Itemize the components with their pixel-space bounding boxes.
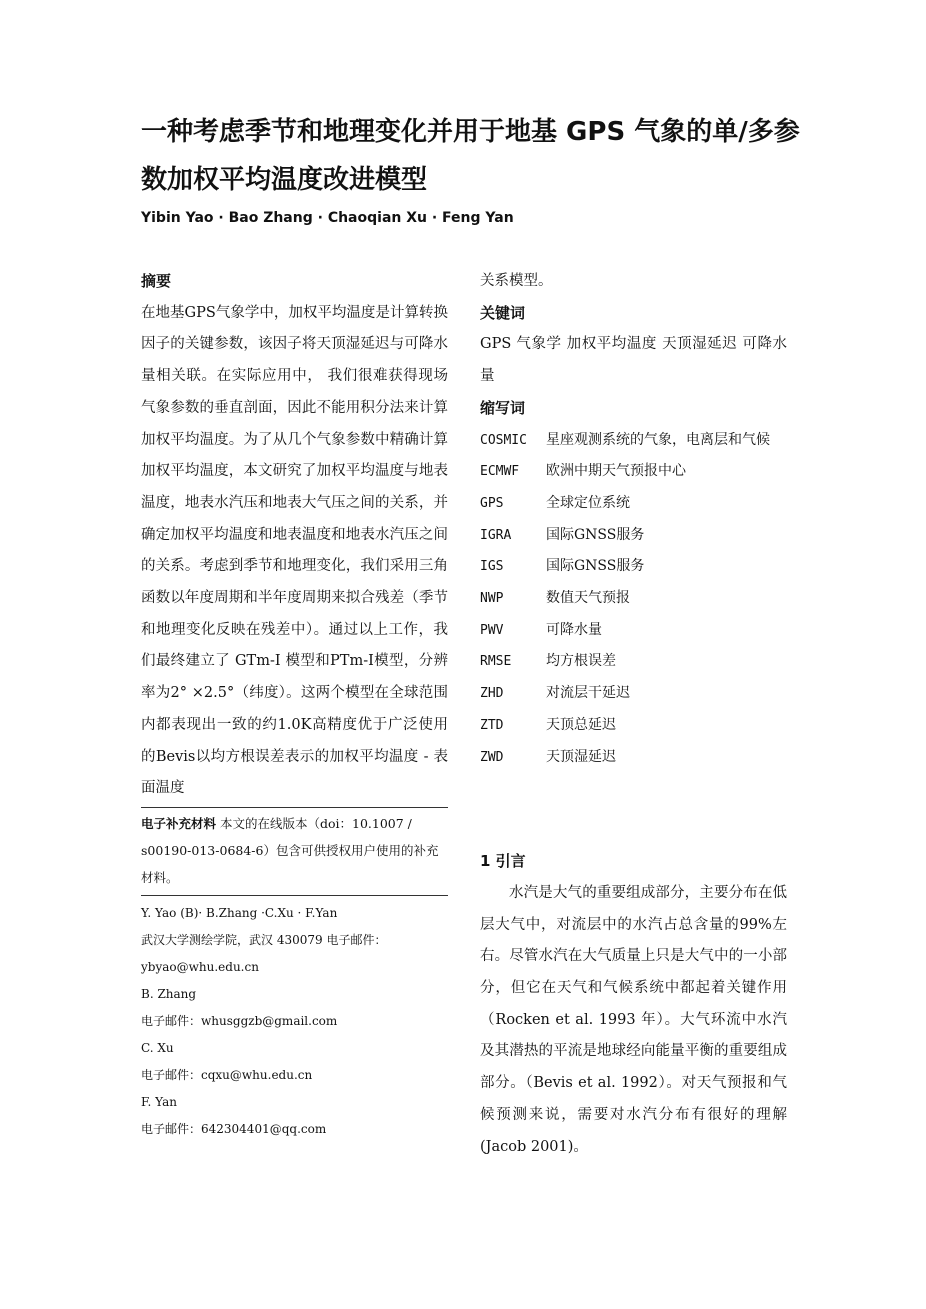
affiliation-line: 电子邮件：whusggzb@gmail.com [141,1013,338,1028]
keywords-text: GPS 气象学 加权平均温度 天顶湿延迟 可降水量 [480,336,787,385]
abstract-text: 在地基GPS气象学中，加权平均温度是计算转换因子的关键参数，该因子将天顶湿延迟与可降水量相关联。在实际应用中， 我们很难获得现场气象参数的垂直剖面，因此不能用积分法来计算加权平均温度。为了从几个气象参数中精确计算加权平均温度，本文研究了加权平均温度与地表温度，地表水汽压和地表大气压之间的关系，并确定加权平均温度和地表温度和地表水汽压之间的关系。考虑到季节和地理变化，我们采用三角函数以年度周期和半年度周期来拟合残差（季节和地理变化反映在残差中）。通过以上工作，我们最终建立了 GTm-I 模型和PTm-I模型，分辨率为2° ×2.5°（纬度）。这两个模型在全球范围内都表现出一致的约1.0K高精度优于广泛使用的Bevis以均方根误差表示的加权平均温度 - 表面温度 [141,304,448,797]
abbreviation-row [480,520,787,552]
supplementary-note [141,807,448,896]
abbreviation-row [480,615,787,647]
affiliation-line: B. Zhang [141,986,197,1001]
introduction-heading: 1 引言 [480,852,526,871]
abbreviation-term: IGS [480,559,504,575]
abbreviation-definition: 星座观测系统的气象，电离层和气候 [546,431,770,448]
abbreviation-term: COSMIC [480,432,527,448]
abbreviation-row [480,678,787,710]
abbreviation-definition: 均方根误差 [546,653,616,670]
abbreviation-row [480,646,787,678]
abbreviation-row [480,583,787,615]
abbreviation-definition: 可降水量 [546,621,602,638]
abbreviation-term: GPS [480,495,504,511]
abbreviation-row [480,488,787,520]
abbreviation-definition: 欧洲中期天气预报中心 [546,463,686,480]
affiliation-line: 电子邮件：642304401@qq.com [141,1121,327,1136]
abbreviation-definition: 天顶总延迟 [546,716,616,733]
abbreviation-term: PWV [480,622,504,638]
abbreviation-row [480,710,787,742]
paper-title: 一种考虑季节和地理变化并用于地基 GPS 气象的单/多参数加权平均温度改进模型 [141,117,800,195]
supplementary-label: 电子补充材料 [141,815,217,831]
affiliation-line: 电子邮件：cqxu@whu.edu.cn [141,1067,313,1082]
abbreviation-definition: 全球定位系统 [546,494,630,511]
abbreviation-definition: 数值天气预报 [546,590,630,607]
left-column [141,266,448,1143]
abbreviation-row [480,551,787,583]
abbreviation-definition: 天顶湿延迟 [546,748,616,765]
affiliation-line: 武汉大学测绘学院，武汉 430079 电子邮件：ybyao@whu.edu.cn [141,932,387,974]
abbreviation-term: ZHD [480,686,504,702]
abstract-continuation: 关系模型。 [480,273,553,289]
abbreviation-term: ECMWF [480,464,520,480]
abbreviation-row [480,742,787,774]
abbreviation-list [480,425,787,774]
abbreviation-row [480,456,787,488]
supplementary-text: 本文的在线版本（doi：10.1007 / s00190-013-0684-6）包含可供授权用户使用的补充材料。 [141,815,439,885]
right-column [480,266,787,1163]
abbreviation-definition: 国际GNSS服务 [546,526,645,543]
abbreviation-term: ZTD [480,717,504,733]
affiliations [141,900,448,1143]
keywords-heading: 关键词 [480,303,526,322]
abbreviation-term: RMSE [480,654,512,670]
abbreviations-heading: 缩写词 [480,398,526,417]
affiliation-line: Y. Yao (B)· B.Zhang ·C.Xu · F.Yan [141,905,338,920]
abbreviation-row [480,425,787,457]
author-list: Yibin Yao · Bao Zhang · Chaoqian Xu · Feng Yan [141,210,514,226]
abbreviation-term: IGRA [480,527,512,543]
affiliation-line: F. Yan [141,1094,177,1109]
abbreviation-term: ZWD [480,749,504,765]
abbreviation-definition: 对流层干延迟 [546,685,630,702]
abstract-heading: 摘要 [141,272,172,290]
affiliation-line: C. Xu [141,1040,174,1055]
abbreviation-term: NWP [480,591,504,607]
abbreviation-definition: 国际GNSS服务 [546,558,645,575]
introduction-text: 水汽是大气的重要组成部分，主要分布在低层大气中，对流层中的水汽占总含量的99%左右。尽管水汽在大气质量上只是大气中的一小部分，但它在天气和气候系统中都起着关键作用（Rocken et al. 1993 年）。大气环流中水汽及其潜热的平流是地球经向能量平衡的重要组成部分。（Bevis et al. 1992）。对天气预报和气候预测来说，需要对水汽分布有很好的理解(Jacob 2001)。 [480,884,787,1155]
